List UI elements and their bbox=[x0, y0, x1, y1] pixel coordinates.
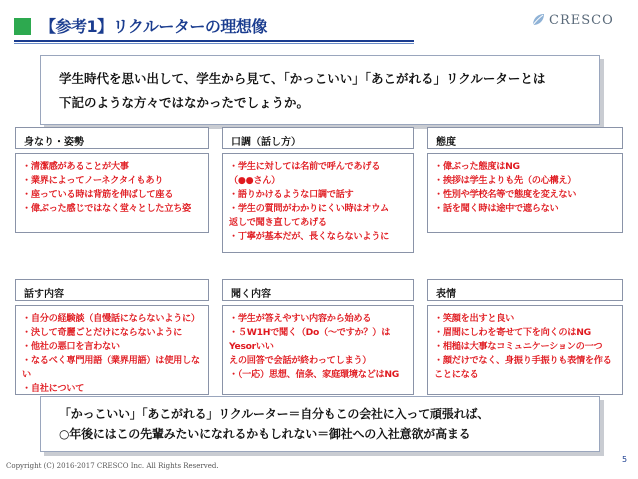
card-body bbox=[222, 153, 414, 253]
card-body bbox=[15, 305, 209, 395]
summary-line-2: ○年後にはこの先輩みたいになれるかもしれない＝御社への入社意欲が高まる bbox=[59, 427, 471, 441]
list-item: ・業界によってノーネクタイもあり bbox=[22, 175, 164, 186]
list-item: 返しで聞き直してあげる bbox=[229, 217, 327, 228]
list-item: ・偉ぶった感じではなく堂々とした立ち姿 bbox=[22, 203, 191, 214]
list-item: ・学生の質問がわかりにくい時はオウム bbox=[229, 203, 389, 214]
cresco-leaf-icon bbox=[530, 12, 546, 28]
list-item: ・偉ぶった態度はNG bbox=[434, 161, 520, 172]
list-item: えの回答で会話が終わってしまう） bbox=[229, 355, 372, 366]
list-item: ・自分の経験談（自慢話にならないように） bbox=[22, 313, 200, 324]
copyright-notice: Copyright (C) 2016-2017 CRESCO Inc. All Rights Reserved. bbox=[6, 462, 219, 470]
list-item: ・話を聞く時は途中で遮らない bbox=[434, 203, 559, 214]
list-item: ・丁寧が基本だが、長くならないように bbox=[229, 231, 389, 242]
list-item: ・清潔感があることが大事 bbox=[22, 161, 129, 172]
card-heading: 身なり・姿勢 bbox=[15, 127, 209, 149]
list-item: ・他社の悪口を言わない bbox=[22, 341, 120, 352]
intro-line-2: 下記のような方々ではなかったでしょうか。 bbox=[59, 95, 310, 110]
list-item: ・顔だけでなく、身振り手振りも表情を作る bbox=[434, 355, 612, 366]
list-item: ・学生に対しては名前で呼んであげる bbox=[229, 161, 381, 172]
list-item: ・決して奇麗ごとだけにならないように bbox=[22, 327, 182, 338]
list-item: （●●さん） bbox=[229, 175, 280, 186]
list-item: ・性別や学校名等で態度を変えない bbox=[434, 189, 577, 200]
card-heading: 表情 bbox=[427, 279, 623, 301]
card-heading: 話す内容 bbox=[15, 279, 209, 301]
list-item: ことになる bbox=[434, 369, 479, 380]
title-marker-square bbox=[14, 18, 31, 35]
list-item: ・５W1Hで聞く（Do（～ですか？）はYesorいい bbox=[229, 327, 391, 352]
company-logo bbox=[530, 12, 614, 28]
card-body bbox=[222, 305, 414, 395]
card-body bbox=[427, 305, 623, 395]
card-body bbox=[15, 153, 209, 233]
card-heading: 態度 bbox=[427, 127, 623, 149]
list-item: ・（一応）思想、信条、家庭環境などはNG bbox=[229, 369, 400, 380]
title-underline-thin bbox=[14, 43, 414, 44]
intro-line-1: 学生時代を思い出して、学生から見て、「かっこいい」「あこがれる」リクルーターとは bbox=[59, 71, 546, 86]
list-item: ・相槌は大事なコミュニケーションの一つ bbox=[434, 341, 603, 352]
list-item: ・眉間にしわを寄せて下を向くのはNG bbox=[434, 327, 591, 338]
list-item: ・笑顔を出すと良い bbox=[434, 313, 514, 324]
list-item: ・語りかけるような口調で話す bbox=[229, 189, 354, 200]
list-item: ・挨拶は学生よりも先（の心構え） bbox=[434, 175, 577, 186]
list-item: ・自社について bbox=[22, 383, 85, 394]
summary-box bbox=[40, 396, 600, 452]
card-heading: 口調（話し方） bbox=[222, 127, 414, 149]
list-item: ・学生が答えやすい内容から始める bbox=[229, 313, 372, 324]
list-item: ・座っている時は背筋を伸ばして座る bbox=[22, 189, 174, 200]
summary-line-1: 「かっこいい」「あこがれる」リクルーター＝自分もこの会社に入って頑張れば、 bbox=[59, 407, 490, 421]
list-item: ・なるべく専門用語（業界用語）は使用しない bbox=[22, 355, 200, 380]
card-body bbox=[427, 153, 623, 233]
page-title: 【参考1】リクルーターの理想像 bbox=[40, 17, 267, 36]
page-number: 5 bbox=[622, 455, 628, 464]
intro-box bbox=[40, 55, 600, 125]
title-underline bbox=[14, 40, 414, 42]
logo-text: CRESCO bbox=[549, 12, 614, 28]
card-heading: 聞く内容 bbox=[222, 279, 414, 301]
